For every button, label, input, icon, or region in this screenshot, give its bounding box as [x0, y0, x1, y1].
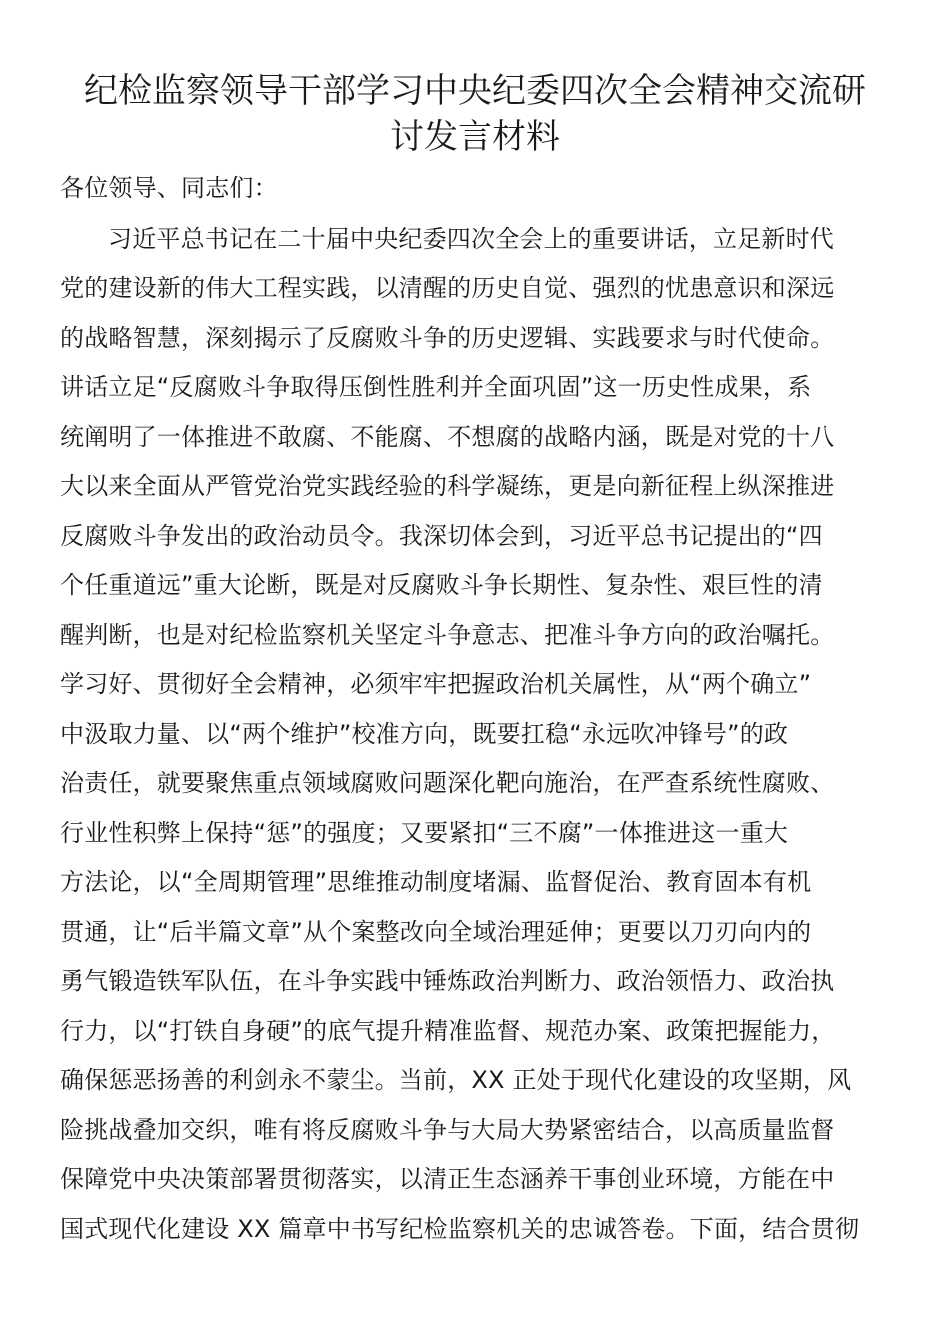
body-line: 确保惩恶扬善的利剑永不蒙尘。当前，XX 正处于现代化建设的攻坚期，风 — [60, 1066, 852, 1094]
body-line: 治责任，就要聚焦重点领域腐败问题深化靶向施治，在严查系统性腐败、 — [60, 769, 835, 797]
body-line: 保障党中央决策部署贯彻落实，以清正生态涵养干事创业环境，方能在中 — [60, 1165, 835, 1193]
body-line: 个任重道远”重大论断，既是对反腐败斗争长期性、复杂性、艰巨性的清 — [60, 571, 823, 599]
body-line: 统阐明了一体推进不敢腐、不能腐、不想腐的战略内涵，既是对党的十八 — [60, 423, 835, 451]
body-line: 讲话立足“反腐败斗争取得压倒性胜利并全面巩固”这一历史性成果，系 — [60, 373, 812, 401]
body-line: 中汲取力量、以“两个维护”校准方向，既要扛稳“永远吹冲锋号”的政 — [60, 720, 789, 748]
body-line: 贯通，让“后半篇文章”从个案整改向全域治理延伸；更要以刀刃向内的 — [60, 918, 812, 946]
document-title-line-2: 讨发言材料 — [390, 117, 560, 157]
body-line: 方法论，以“全周期管理”思维推动制度堵漏、监督促治、教育固本有机 — [60, 868, 812, 896]
document-title-line-1: 纪检监察领导干部学习中央纪委四次全会精神交流研 — [84, 71, 866, 111]
body-line: 的战略智慧，深刻揭示了反腐败斗争的历史逻辑、实践要求与时代使命。 — [60, 324, 835, 352]
body-line: 险挑战叠加交织，唯有将反腐败斗争与大局大势紧密结合，以高质量监督 — [60, 1116, 835, 1144]
body-line: 醒判断，也是对纪检监察机关坚定斗争意志、把准斗争方向的政治嘱托。 — [60, 621, 835, 649]
body-line: 国式现代化建设 XX 篇章中书写纪检监察机关的忠诚答卷。下面，结合贯彻 — [60, 1215, 860, 1243]
salutation: 各位领导、同志们： — [60, 174, 278, 202]
body-line: 学习好、贯彻好全会精神，必须牢牢把握政治机关属性，从“两个确立” — [60, 670, 812, 698]
body-line: 勇气锻造铁军队伍，在斗争实践中锤炼政治判断力、政治领悟力、政治执 — [60, 967, 835, 995]
body-line: 行业性积弊上保持“惩”的强度；又要紧扣“三不腐”一体推进这一重大 — [60, 819, 789, 847]
body-line: 习近平总书记在二十届中央纪委四次全会上的重要讲话，立足新时代 — [108, 225, 834, 253]
body-line: 大以来全面从严管党治党实践经验的科学凝练，更是向新征程上纵深推进 — [60, 472, 835, 500]
body-line: 反腐败斗争发出的政治动员令。我深切体会到，习近平总书记提出的“四 — [60, 522, 823, 550]
body-line: 党的建设新的伟大工程实践，以清醒的历史自觉、强烈的忧患意识和深远 — [60, 274, 835, 302]
body-line: 行力，以“打铁自身硬”的底气提升精准监督、规范办案、政策把握能力， — [60, 1017, 836, 1045]
